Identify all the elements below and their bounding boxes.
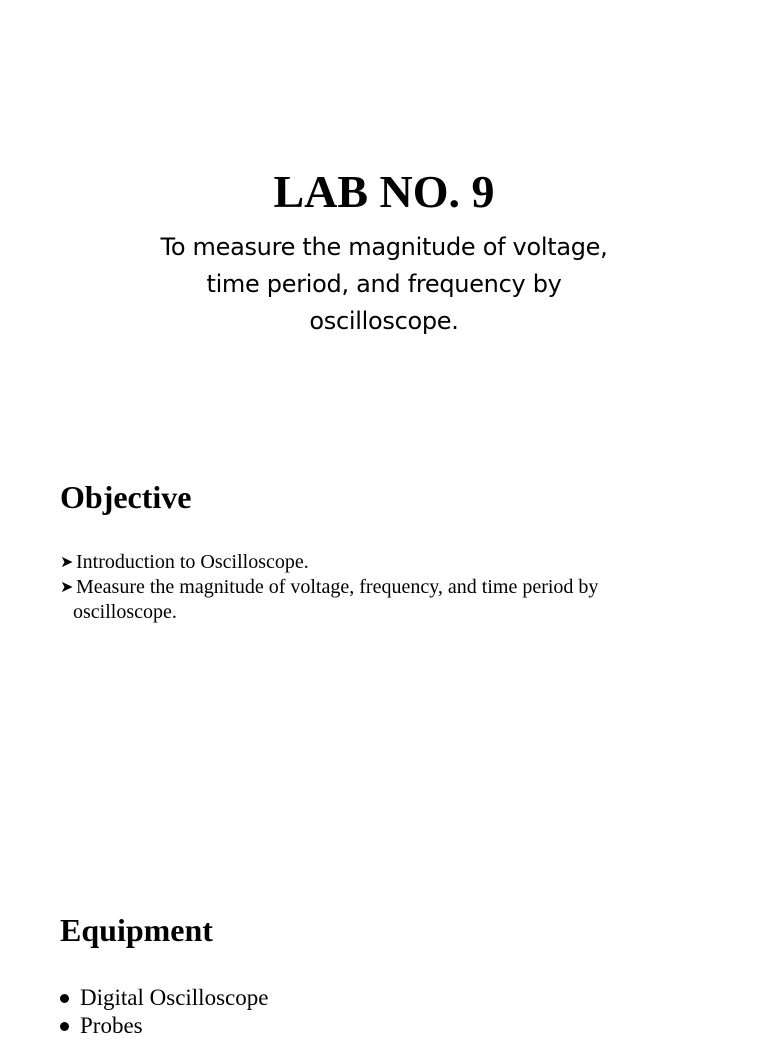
lab-subtitle bbox=[110, 229, 658, 340]
objective-heading: Objective bbox=[60, 479, 192, 515]
subtitle-line: To measure the magnitude of voltage, bbox=[160, 233, 608, 261]
list-item bbox=[60, 575, 700, 625]
arrowhead-bullet-icon: ➤ bbox=[60, 579, 74, 596]
round-bullet-icon bbox=[60, 994, 69, 1003]
objective-item-text: Measure the magnitude of voltage, frequency, and time period by bbox=[76, 576, 599, 598]
lab-title: LAB NO. 9 bbox=[273, 166, 495, 217]
subtitle-line: time period, and frequency by bbox=[206, 270, 562, 298]
list-item bbox=[60, 550, 700, 575]
equipment-heading: Equipment bbox=[60, 912, 213, 948]
arrowhead-bullet-icon: ➤ bbox=[60, 554, 74, 571]
equipment-list bbox=[60, 984, 268, 1040]
objective-item-text: Introduction to Oscilloscope. bbox=[76, 551, 309, 573]
equipment-item-text: Digital Oscilloscope bbox=[80, 985, 269, 1010]
list-item bbox=[60, 984, 268, 1012]
round-bullet-icon bbox=[60, 1022, 69, 1031]
objective-item-continuation: oscilloscope. bbox=[73, 601, 177, 623]
equipment-item-text: Probes bbox=[80, 1013, 143, 1038]
objective-list bbox=[60, 550, 700, 625]
subtitle-line: oscilloscope. bbox=[309, 307, 459, 335]
list-item bbox=[60, 1012, 268, 1040]
